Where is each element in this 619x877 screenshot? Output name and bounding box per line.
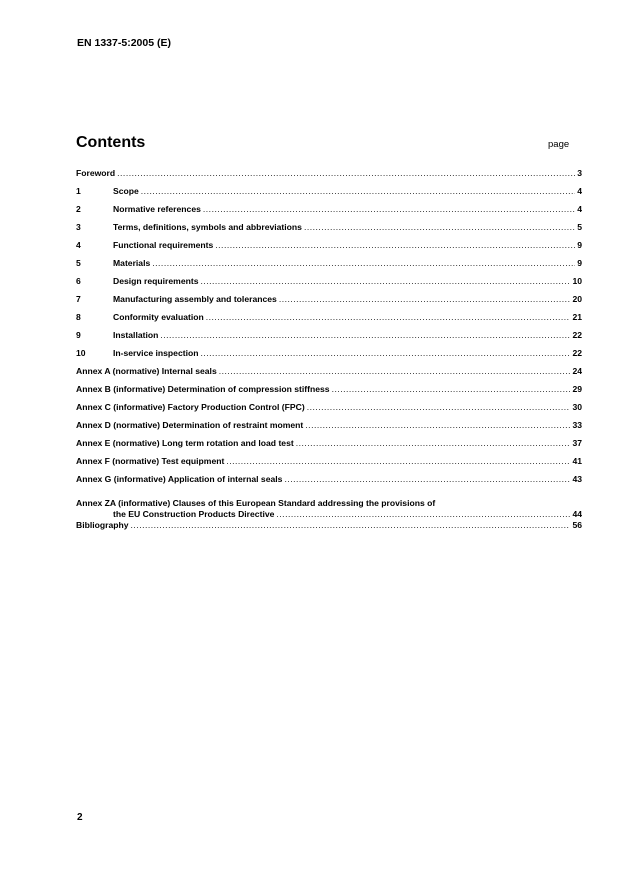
- dot-leader: [206, 312, 571, 323]
- toc-entry[interactable]: [76, 312, 582, 330]
- dot-leader: [305, 420, 570, 431]
- dot-leader: [304, 222, 575, 233]
- toc-entry-number: 2: [76, 204, 81, 214]
- toc-entry-label: Annex B (informative) Determination of compression stiffness: [76, 384, 330, 394]
- dot-leader: [219, 366, 571, 377]
- dot-leader: [215, 240, 575, 251]
- toc-entry-page: 3: [577, 168, 582, 178]
- toc-entry-page: 22: [572, 330, 582, 340]
- dot-leader: [117, 168, 575, 179]
- toc-entry-page: 4: [577, 204, 582, 214]
- toc-entry-page: 4: [577, 186, 582, 196]
- dot-leader: [203, 204, 575, 215]
- toc-entry-number: 5: [76, 258, 81, 268]
- toc-entry[interactable]: [76, 168, 582, 186]
- footer-page-number: 2: [77, 812, 83, 823]
- toc-entry-label: Terms, definitions, symbols and abbreviations: [113, 222, 302, 232]
- toc-entry-page: 44: [572, 509, 582, 519]
- page-title: Contents: [76, 134, 146, 151]
- toc-entry-label: Materials: [113, 258, 151, 268]
- toc-entry-label: Design requirements: [113, 276, 199, 286]
- toc-entry-page: 5: [577, 222, 582, 232]
- dot-leader: [141, 186, 575, 197]
- toc-entry-page: 21: [572, 312, 582, 322]
- toc-entry[interactable]: [76, 366, 582, 384]
- toc-entry-label-continued: the EU Construction Products Directive: [113, 509, 275, 519]
- dot-leader: [279, 294, 571, 305]
- toc-entry[interactable]: [76, 294, 582, 312]
- toc-entry-page: 10: [572, 276, 582, 286]
- document-header: EN 1337-5:2005 (E): [77, 37, 171, 49]
- toc-entry-label: Annex F (normative) Test equipment: [76, 456, 225, 466]
- dot-leader: [284, 474, 570, 485]
- dot-leader: [226, 456, 570, 467]
- toc-entry-label: Bibliography: [76, 520, 129, 530]
- toc-entry-number: 4: [76, 240, 81, 250]
- toc-entry-label: Conformity evaluation: [113, 312, 204, 322]
- toc-entry-number: 6: [76, 276, 81, 286]
- toc-entry[interactable]: [76, 456, 582, 474]
- toc-entry-label: Annex D (normative) Determination of restraint moment: [76, 420, 304, 430]
- toc-entry-number: 7: [76, 294, 81, 304]
- toc-entry[interactable]: [76, 186, 582, 204]
- toc-entry[interactable]: [76, 438, 582, 456]
- toc-entry[interactable]: [76, 402, 582, 420]
- toc-entry-label: Annex G (informative) Application of internal seals: [76, 474, 283, 484]
- table-of-contents: [76, 168, 582, 538]
- toc-entry-number: 1: [76, 186, 81, 196]
- toc-entry[interactable]: [76, 222, 582, 240]
- toc-entry-label: Annex A (normative) Internal seals: [76, 366, 217, 376]
- toc-entry-label: Installation: [113, 330, 159, 340]
- toc-entry-label: Annex ZA (informative) Clauses of this European Standard addressing the provisions of: [76, 498, 436, 508]
- toc-entry[interactable]: [76, 240, 582, 258]
- toc-entry-number: 8: [76, 312, 81, 322]
- toc-entry[interactable]: [76, 258, 582, 276]
- toc-entry-label: Functional requirements: [113, 240, 214, 250]
- toc-entry[interactable]: [76, 204, 582, 222]
- toc-entry[interactable]: [76, 492, 582, 520]
- toc-entry-page: 24: [572, 366, 582, 376]
- dot-leader: [296, 438, 571, 449]
- dot-leader: [131, 520, 571, 531]
- toc-entry-page: 9: [577, 258, 582, 268]
- dot-leader: [307, 402, 571, 413]
- toc-entry-label: In-service inspection: [113, 348, 199, 358]
- toc-entry[interactable]: [76, 474, 582, 492]
- toc-entry[interactable]: [76, 520, 582, 538]
- toc-entry-number: 9: [76, 330, 81, 340]
- toc-entry-page: 56: [572, 520, 582, 530]
- toc-entry-page: 43: [572, 474, 582, 484]
- toc-entry-page: 9: [577, 240, 582, 250]
- toc-entry-number: 10: [76, 348, 86, 358]
- toc-entry-page: 37: [572, 438, 582, 448]
- toc-entry-label: Normative references: [113, 204, 201, 214]
- toc-entry-page: 22: [572, 348, 582, 358]
- toc-entry-label: Foreword: [76, 168, 116, 178]
- toc-entry-page: 30: [572, 402, 582, 412]
- toc-entry-page: 20: [572, 294, 582, 304]
- toc-entry[interactable]: [76, 348, 582, 366]
- toc-entry-page: 41: [572, 456, 582, 466]
- page-column-label: page: [548, 139, 570, 150]
- toc-entry-label: Manufacturing assembly and tolerances: [113, 294, 277, 304]
- dot-leader: [332, 384, 571, 395]
- dot-leader: [152, 258, 575, 269]
- dot-leader: [200, 276, 570, 287]
- toc-entry-label: Annex C (informative) Factory Production Control (FPC): [76, 402, 305, 412]
- dot-leader: [201, 348, 571, 359]
- dot-leader: [160, 330, 570, 341]
- toc-entry-page: 33: [572, 420, 582, 430]
- toc-entry[interactable]: [76, 384, 582, 402]
- toc-entry-label: Annex E (normative) Long term rotation and load test: [76, 438, 294, 448]
- toc-entry[interactable]: [76, 330, 582, 348]
- toc-entry[interactable]: [76, 276, 582, 294]
- toc-entry-label: Scope: [113, 186, 139, 196]
- toc-entry[interactable]: [76, 420, 582, 438]
- toc-entry-number: 3: [76, 222, 81, 232]
- dot-leader: [276, 509, 570, 520]
- toc-entry-page: 29: [572, 384, 582, 394]
